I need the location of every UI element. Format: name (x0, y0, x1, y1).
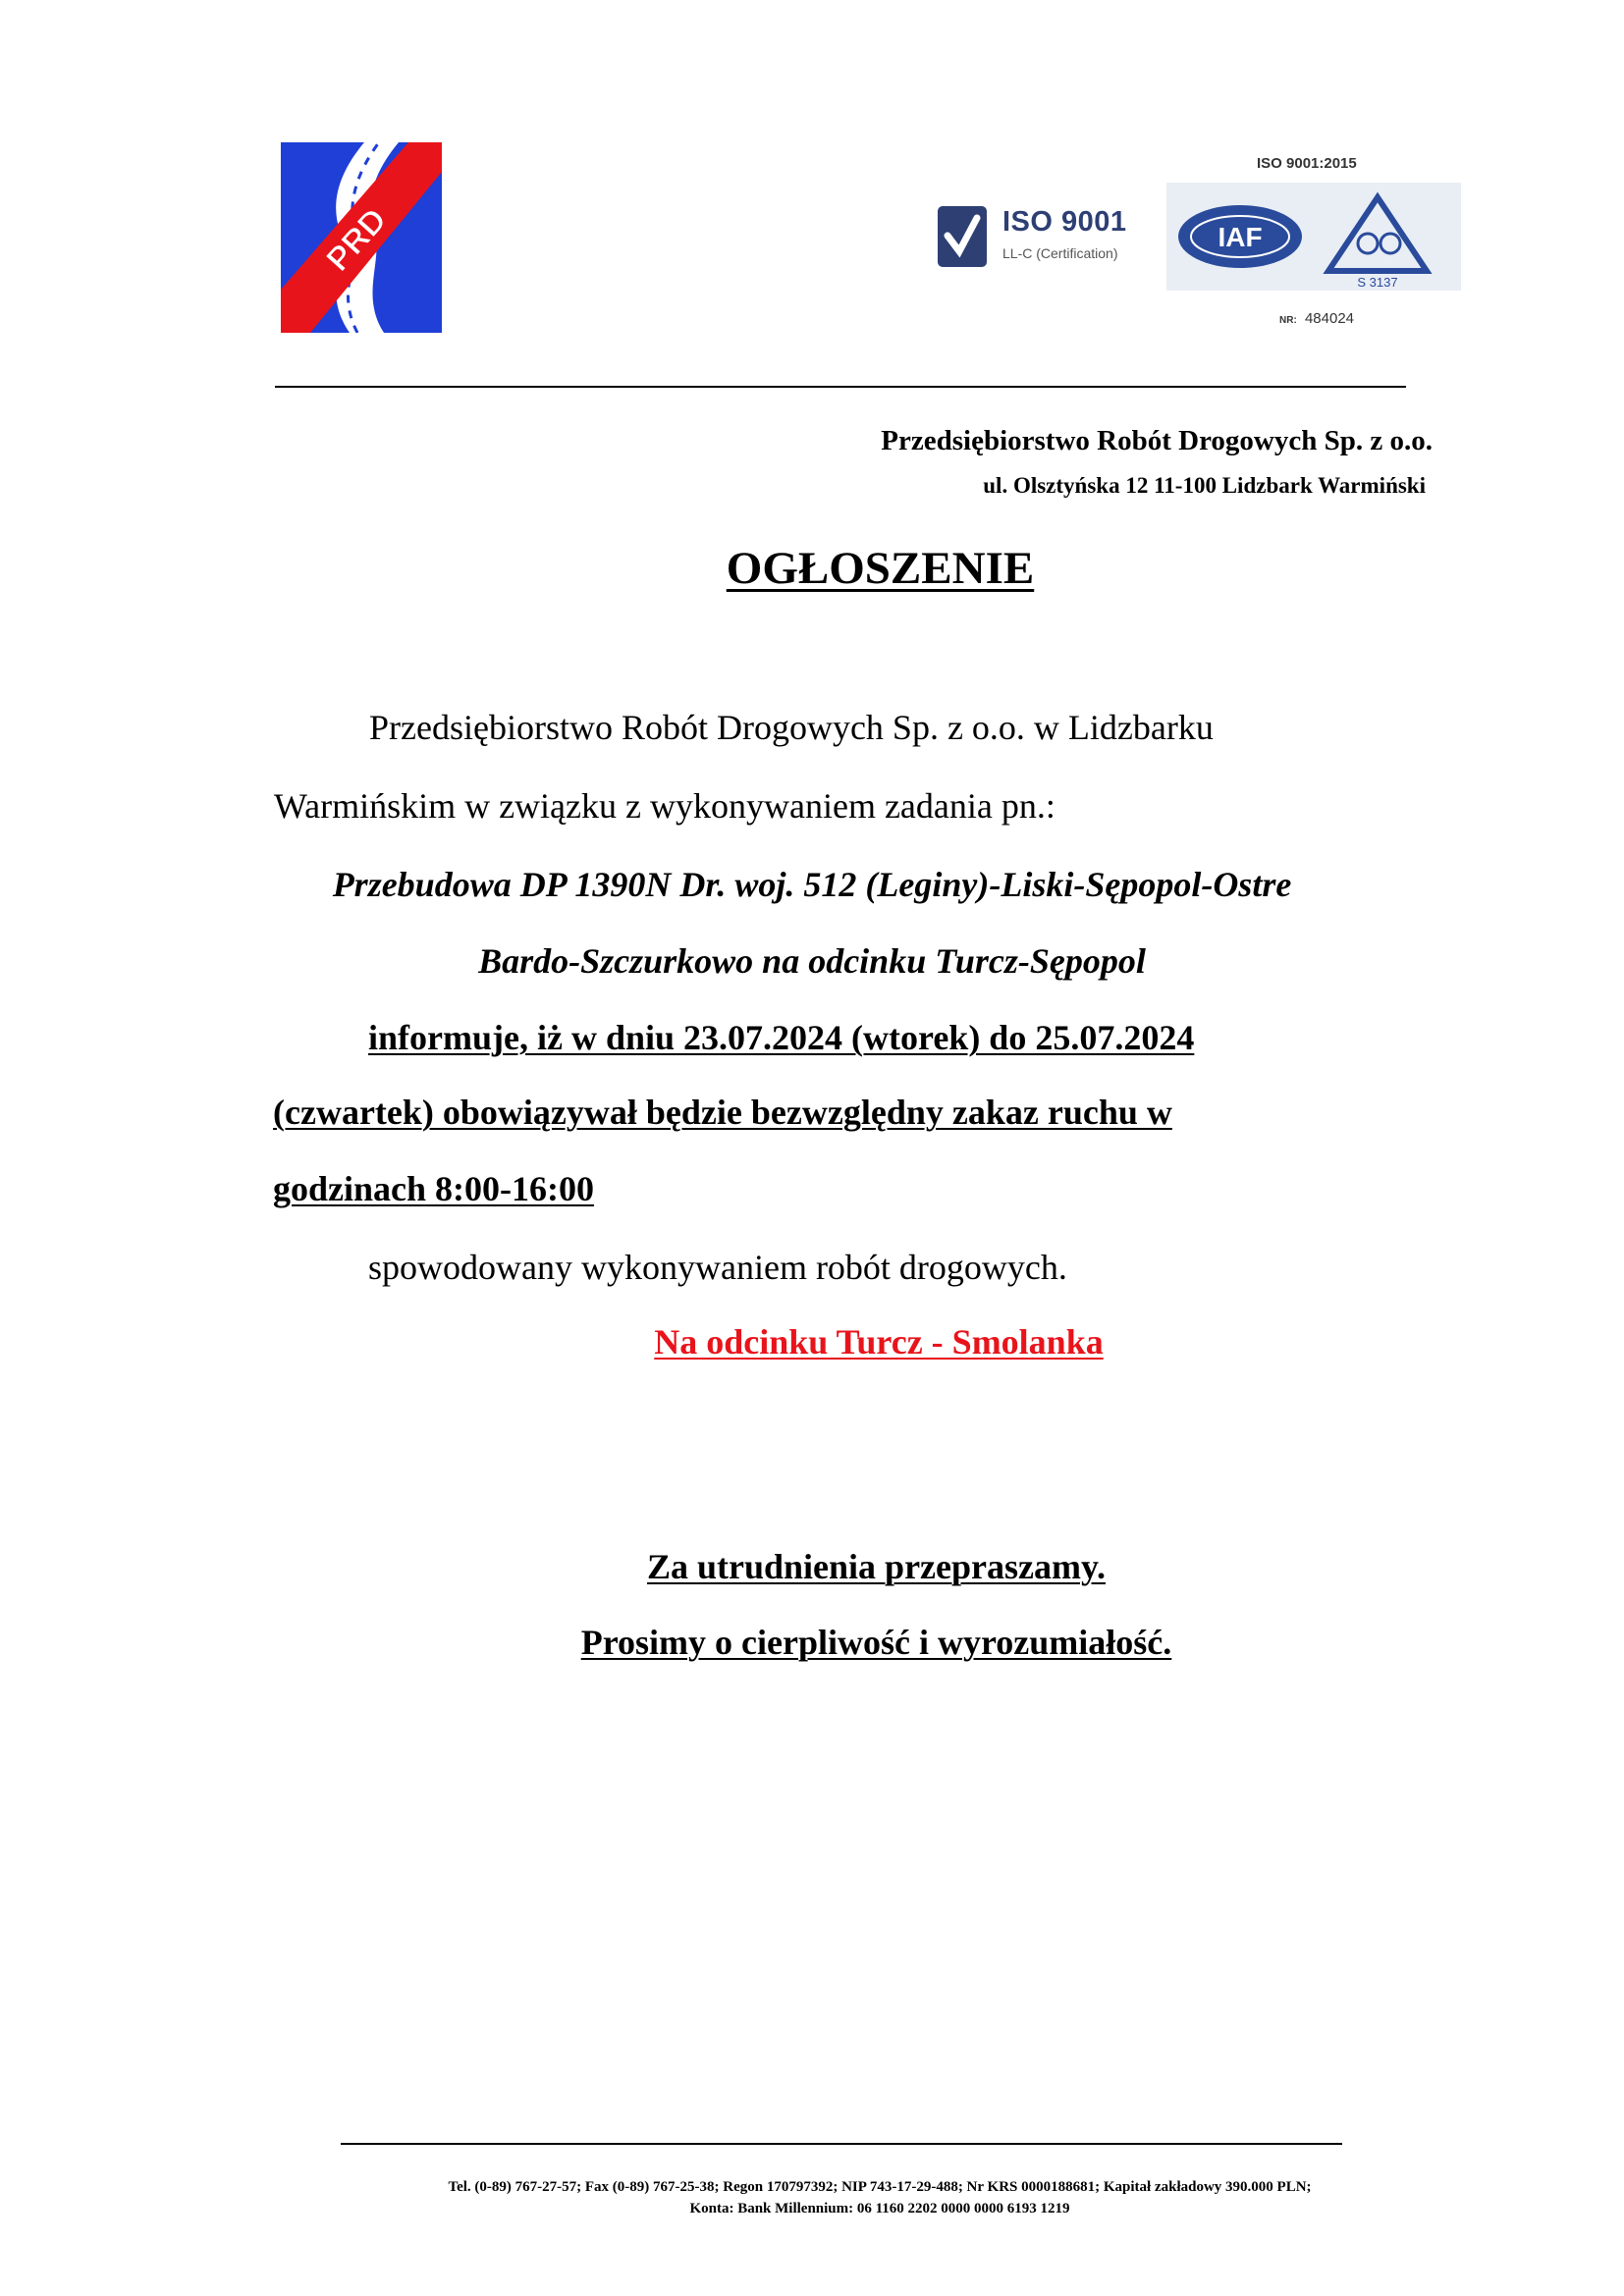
certificate-standard: ISO 9001:2015 (1257, 155, 1357, 172)
iso-certificate (1166, 155, 1461, 332)
body-line-1: Przedsiębiorstwo Robót Drogowych Sp. z o.o. w Lidzbarku (369, 708, 1214, 747)
task-name-line-1: Przebudowa DP 1390N Dr. woj. 512 (Leginy)-Liski-Sępopol-Ostre (332, 865, 1292, 904)
document-title: OGŁOSZENIE (726, 543, 1035, 594)
body-line-2: Warmińskim w związku z wykonywaniem zadania pn.: (274, 786, 1056, 826)
svg-text:IAF: IAF (1218, 222, 1263, 252)
certificate-number-label: NR: (1279, 315, 1297, 326)
footer-divider (341, 2143, 1342, 2145)
checkmark-shield-icon (938, 206, 987, 267)
svg-text:PRD: PRD (319, 200, 395, 279)
apology-line: Za utrudnienia przepraszamy. (646, 1547, 1106, 1586)
request-line: Prosimy o cierpliwość i wyrozumiałość. (580, 1623, 1172, 1662)
company-name: Przedsiębiorstwo Robót Drogowych Sp. z o.o. (881, 425, 1433, 456)
reason-line: spowodowany wykonywaniem robót drogowych. (368, 1248, 1067, 1287)
iso-badge-title: ISO 9001 (1002, 206, 1127, 238)
road-section: Na odcinku Turcz - Smolanka (654, 1322, 1104, 1362)
iaf-accreditation-logo (1166, 183, 1461, 291)
footer-bank-line: Konta: Bank Millennium: 06 1160 2202 0000 0000 6193 1219 (689, 2201, 1070, 2216)
notice-line-1: informuje, iż w dniu 23.07.2024 (wtorek) do 25.07.2024 (368, 1018, 1195, 1057)
company-address: ul. Olsztyńska 12 11-100 Lidzbark Warmiński (983, 473, 1426, 498)
header-divider (275, 386, 1406, 388)
prd-logo (281, 142, 442, 333)
notice-line-2: (czwartek) obowiązywał będzie bezwzględny zakaz ruchu w (273, 1093, 1172, 1132)
certificate-number-value: 484024 (1304, 310, 1355, 327)
task-name-line-2: Bardo-Szczurkowo na odcinku Turcz-Sępopol (478, 941, 1146, 981)
footer-contact-line: Tel. (0-89) 767-27-57; Fax (0-89) 767-25-38; Regon 170797392; NIP 743-17-29-488; Nr KRS 0000188681; Kapitał zakładowy 390.000 PLN; (448, 2179, 1312, 2195)
iso-badge-subtitle: LL-C (Certification) (1002, 245, 1118, 261)
certificate-number (1279, 310, 1354, 327)
notice-line-3: godzinach 8:00-16:00 (273, 1169, 594, 1208)
svg-text:S 3137: S 3137 (1357, 275, 1398, 290)
iso-9001-badge (938, 204, 1144, 273)
